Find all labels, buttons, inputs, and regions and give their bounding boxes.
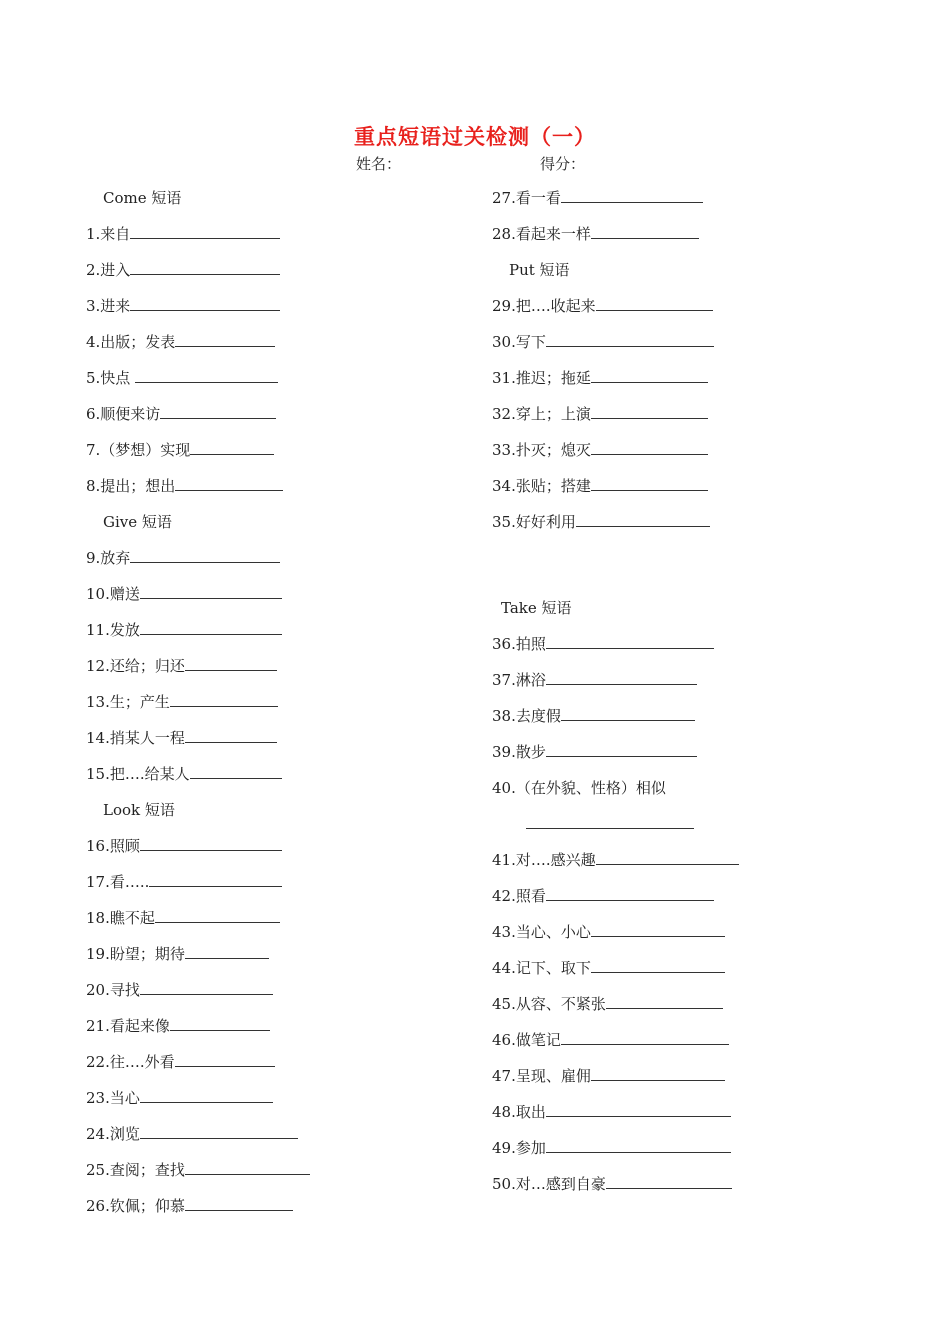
answer-blank[interactable] <box>130 290 280 311</box>
answer-blank[interactable] <box>185 1154 310 1175</box>
answer-blank[interactable] <box>546 736 697 757</box>
question-item: 23.当心 <box>86 1082 310 1118</box>
section-heading-take: Take 短语 <box>501 599 572 617</box>
answer-blank[interactable] <box>591 398 708 419</box>
question-item: 44.记下、取下 <box>492 952 739 988</box>
question-item: 9.放弃 <box>86 542 310 578</box>
question-item: 21.看起来像 <box>86 1010 310 1046</box>
question-item: 38.去度假 <box>492 700 739 736</box>
question-item: 26.钦佩；仰慕 <box>86 1190 310 1226</box>
question-continuation <box>492 808 739 844</box>
answer-blank[interactable] <box>185 938 269 959</box>
question-item: 3.进来 <box>86 290 310 326</box>
answer-blank[interactable] <box>185 722 277 743</box>
answer-blank[interactable] <box>546 664 697 685</box>
question-item: 42.照看 <box>492 880 739 916</box>
answer-blank[interactable] <box>140 578 282 599</box>
answer-blank[interactable] <box>155 902 280 923</box>
answer-blank[interactable] <box>606 1168 732 1189</box>
question-item: 16.照顾 <box>86 830 310 866</box>
answer-blank[interactable] <box>596 844 739 865</box>
question-item: 43.当心、小心 <box>492 916 739 952</box>
answer-blank[interactable] <box>130 218 280 239</box>
question-item: 29.把….收起来 <box>492 290 739 326</box>
section-heading-come: Come 短语 <box>103 189 182 207</box>
answer-blank[interactable] <box>591 916 725 937</box>
question-item: 45.从容、不紧张 <box>492 988 739 1024</box>
answer-blank[interactable] <box>591 434 708 455</box>
answer-blank[interactable] <box>526 808 694 829</box>
answer-blank[interactable] <box>140 974 273 995</box>
answer-blank[interactable] <box>546 1096 731 1117</box>
question-item: 7.（梦想）实现 <box>86 434 310 470</box>
answer-blank[interactable] <box>170 1010 270 1031</box>
question-item: 49.参加 <box>492 1132 739 1168</box>
question-item: 19.盼望；期待 <box>86 938 310 974</box>
question-item: 46.做笔记 <box>492 1024 739 1060</box>
question-item: 15.把….给某人 <box>86 758 310 794</box>
answer-blank[interactable] <box>591 470 708 491</box>
question-item: 10.赠送 <box>86 578 310 614</box>
answer-blank[interactable] <box>130 542 280 563</box>
question-item: 32.穿上；上演 <box>492 398 739 434</box>
question-item: 31.推迟；拖延 <box>492 362 739 398</box>
answer-blank[interactable] <box>149 866 282 887</box>
question-item: 25.查阅；查找 <box>86 1154 310 1190</box>
left-column <box>86 182 310 1226</box>
question-item: 24.浏览 <box>86 1118 310 1154</box>
answer-blank[interactable] <box>190 434 274 455</box>
question-item: 37.淋浴 <box>492 664 739 700</box>
answer-blank[interactable] <box>140 830 282 851</box>
question-item: 13.生；产生 <box>86 686 310 722</box>
question-item: 35.好好利用 <box>492 506 739 542</box>
question-item: 22.往….外看 <box>86 1046 310 1082</box>
answer-blank[interactable] <box>591 362 708 383</box>
section-heading-give: Give 短语 <box>103 513 172 531</box>
answer-blank[interactable] <box>591 952 725 973</box>
answer-blank[interactable] <box>576 506 710 527</box>
answer-blank[interactable] <box>170 686 278 707</box>
answer-blank[interactable] <box>175 1046 275 1067</box>
answer-blank[interactable] <box>135 362 278 383</box>
question-item: 4.出版；发表 <box>86 326 310 362</box>
question-item: 33.扑灭；熄灭 <box>492 434 739 470</box>
answer-blank[interactable] <box>561 182 703 203</box>
question-item: 11.发放 <box>86 614 310 650</box>
question-item: 28.看起来一样 <box>492 218 739 254</box>
question-item: 8.提出；想出 <box>86 470 310 506</box>
question-item: 40.（在外貌、性格）相似 <box>492 779 666 797</box>
question-item: 2.进入 <box>86 254 310 290</box>
question-item: 14.捎某人一程 <box>86 722 310 758</box>
section-heading-put: Put 短语 <box>509 261 570 279</box>
answer-blank[interactable] <box>546 326 714 347</box>
answer-blank[interactable] <box>130 254 280 275</box>
page-title: 重点短语过关检测（一） <box>354 124 596 149</box>
right-column <box>492 182 739 1204</box>
answer-blank[interactable] <box>596 290 713 311</box>
answer-blank[interactable] <box>546 1132 731 1153</box>
question-item: 20.寻找 <box>86 974 310 1010</box>
question-item: 18.瞧不起 <box>86 902 310 938</box>
question-item: 12.还给；归还 <box>86 650 310 686</box>
question-item: 36.拍照 <box>492 628 739 664</box>
question-item: 5.快点 <box>86 362 310 398</box>
question-item: 39.散步 <box>492 736 739 772</box>
answer-blank[interactable] <box>140 1082 273 1103</box>
question-item: 48.取出 <box>492 1096 739 1132</box>
question-item: 27.看一看 <box>492 182 739 218</box>
section-heading-look: Look 短语 <box>103 801 175 819</box>
question-item: 47.呈现、雇佣 <box>492 1060 739 1096</box>
name-label: 姓名： <box>356 155 402 173</box>
question-item: 17.看….. <box>86 866 310 902</box>
question-item: 1.来自 <box>86 218 310 254</box>
answer-blank[interactable] <box>160 398 276 419</box>
answer-blank[interactable] <box>546 880 714 901</box>
question-item: 41.对….感兴趣 <box>492 844 739 880</box>
answer-blank[interactable] <box>190 758 282 779</box>
answer-blank[interactable] <box>606 988 723 1009</box>
spacer <box>492 542 739 592</box>
answer-blank[interactable] <box>185 650 277 671</box>
answer-blank[interactable] <box>546 628 714 649</box>
answer-blank[interactable] <box>140 1118 298 1139</box>
question-item: 50.对…感到自豪 <box>492 1168 739 1204</box>
answer-blank[interactable] <box>561 1024 729 1045</box>
answer-blank[interactable] <box>185 1190 293 1211</box>
answer-blank[interactable] <box>591 1060 725 1081</box>
score-label: 得分： <box>540 155 586 173</box>
answer-blank[interactable] <box>140 614 282 635</box>
answer-blank[interactable] <box>175 470 283 491</box>
answer-blank[interactable] <box>175 326 275 347</box>
question-item: 34.张贴；搭建 <box>492 470 739 506</box>
question-item: 6.顺便来访 <box>86 398 310 434</box>
answer-blank[interactable] <box>561 700 695 721</box>
answer-blank[interactable] <box>591 218 699 239</box>
question-item: 30.写下 <box>492 326 739 362</box>
